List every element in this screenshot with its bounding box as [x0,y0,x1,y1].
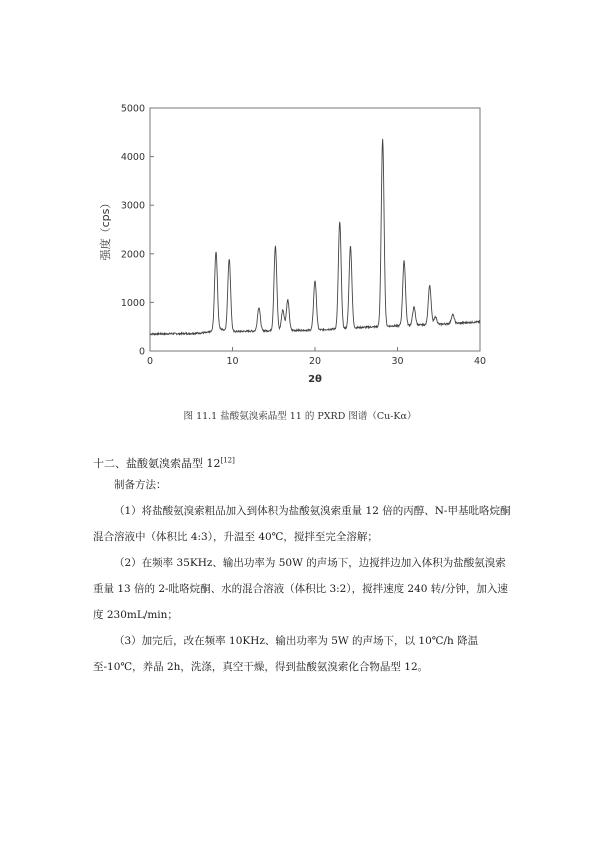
x-tick-label: 10 [226,356,239,367]
x-tick-label: 20 [308,356,322,367]
y-tick-label: 1000 [120,297,145,309]
x-tick-label: 0 [146,356,154,367]
x-tick-label: 40 [473,356,487,367]
y-tick-label: 5000 [120,103,145,115]
plot-frame [150,108,480,351]
figure-caption: 图 11.1 盐酸氨溴索晶型 11 的 PXRD 图谱（Cu-Kα） [183,411,417,422]
method-label: 制备方法： [114,479,167,491]
y-tick-label: 2000 [120,249,145,261]
step-2: （2）在频率 35KHz、输出功率为 50W 的声场下，边搅拌边加入体积为盐酸氨溴索重量 13 倍的 2-吡咯烷酮、水的混合溶液（体积比 3:2），搅拌速度 240 转/分钟，加入速度 230mL/min； [93,557,508,621]
pxrd-chart [95,98,495,388]
step-1: （1）将盐酸氨溴索粗品加入到体积为盐酸氨溴索重量 12 倍的丙醇、N-甲基吡咯烷酮混合溶液中（体积比 4:3），升温至 40℃，搅拌至完全溶解； [93,505,511,543]
y-axis-label: 强度（cps） [99,197,112,261]
x-axis-label: 2θ [308,374,322,385]
section-reference: [12] [220,456,235,465]
section-title: 十二、盐酸氨溴索晶型 12 [93,457,221,470]
step-3: （3）加完后，改在频率 10KHz、输出功率为 5W 的声场下，以 10℃/h 降温至-10℃，养晶 2h，洗涤，真空干燥，得到盐酸氨溴索化合物晶型 12。 [93,635,479,673]
y-tick-label: 0 [138,346,145,358]
y-tick-label: 3000 [120,200,145,212]
section-heading [93,455,235,471]
y-tick-label: 4000 [120,152,145,164]
x-tick-label: 30 [391,356,404,367]
